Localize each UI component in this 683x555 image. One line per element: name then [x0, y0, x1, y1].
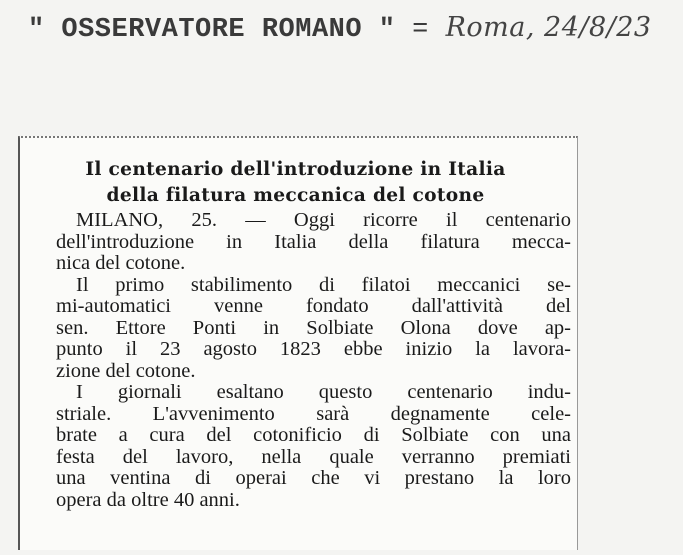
newspaper-source: " OSSERVATORE ROMANO " — [28, 15, 396, 45]
paragraph-3 — [56, 382, 571, 511]
paragraph-2 — [56, 275, 571, 383]
article-line: Il primo stabilimento di filatoi meccanici se- — [76, 274, 571, 296]
headline-line-2: della filatura meccanica del cotone — [106, 184, 485, 206]
headline-line-1: Il centenario dell'introduzione in Italia — [85, 158, 506, 180]
article-line: una ventina di operai che vi prestano la loro — [56, 468, 571, 489]
header-separator: = — [395, 15, 446, 45]
paragraph-1 — [56, 210, 571, 275]
article-line: festa del lavoro, nella quale verranno premiati — [56, 446, 571, 468]
newspaper-clipping — [18, 136, 578, 550]
article-line: zione del cotone. — [56, 360, 196, 382]
archive-header — [28, 12, 652, 45]
article-line: sen. Ettore Ponti in Solbiate Olona dove ap- — [56, 317, 571, 339]
article-line: mi-automatici venne fondato dall'attività del — [56, 296, 571, 317]
article-line: opera da oltre 40 anni. — [56, 489, 240, 511]
headline — [26, 156, 566, 208]
article-body — [56, 210, 571, 511]
article-line: I giornali esaltano questo centenario indu- — [76, 382, 571, 403]
handwritten-place-date: Roma, 24/8/23 — [445, 12, 652, 43]
article-line: brate a cura del cotonificio di Solbiate con una — [56, 425, 571, 446]
article-line: dell'introduzione in Italia della filatura mecca- — [56, 231, 571, 253]
article-line: nica del cotone. — [56, 253, 186, 274]
article-line: punto il 23 agosto 1823 ebbe inizio la lavora- — [56, 339, 571, 360]
article-line: MILANO, 25. — Oggi ricorre il centenario — [76, 210, 571, 231]
article-line: striale. L'avvenimento sarà degnamente cele- — [56, 403, 571, 425]
